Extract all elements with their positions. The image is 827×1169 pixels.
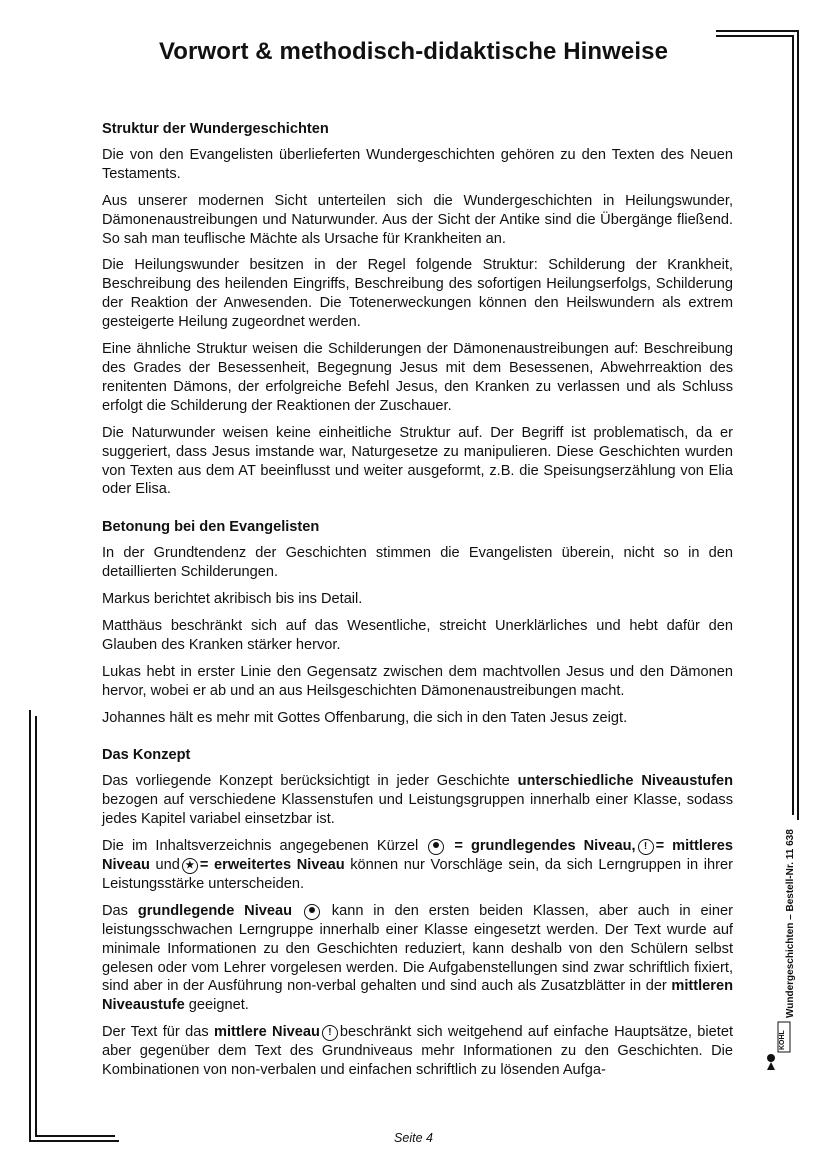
page-title: Vorwort & methodisch-didaktische Hinweise (158, 38, 669, 65)
mittel-icon: ! (322, 1025, 338, 1041)
paragraph (102, 772, 733, 829)
publisher-logo-text: KOHL (779, 1030, 786, 1050)
publisher-logo (764, 1020, 792, 1072)
text-run: und (149, 857, 180, 873)
paragraph: Die Heilungswunder besitzen in der Regel folgende Struktur: Schilderung der Krankheit, Beschreibung des heilenden Eingriffs, Beschreibung des sofortigen Heilungserfolgs, Schilderung der Reaktion der Anwesenden. Die Totenerweckungen können den Heilswundern als extrem gesteigerte Heilung zugeordnet werden. (102, 257, 733, 331)
bold-text: = mittleres Niveau (102, 838, 733, 873)
frame-bottom-left-vertical-inner (35, 716, 37, 1136)
paragraph: Johannes hält es mehr mit Gottes Offenbarung, die sich in den Taten Jesus zeigt. (102, 709, 628, 726)
bold-text: mittleren Niveaustufe (102, 978, 733, 1014)
frame-top-right-horizontal (716, 30, 798, 32)
mittel-icon: ! (638, 839, 654, 855)
section-heading: Struktur der Wundergeschichten (102, 121, 329, 137)
paragraph: Markus berichtet akribisch bis ins Detail. (102, 591, 363, 608)
section-struktur (102, 120, 733, 499)
text-run: Das vorliegende Konzept berücksichtigt in jeder Geschichte (102, 773, 518, 790)
bold-text: grundlegende Niveau (137, 902, 293, 919)
text-run: Der Text für das (102, 1024, 214, 1041)
bold-text: mittlere Niveau (213, 1024, 320, 1041)
frame-top-right-horizontal-inner (716, 35, 793, 37)
paragraph: In der Grundtendenz der Geschichten stimmen die Evangelisten überein, nicht so in den detaillierten Schilderungen. (102, 545, 733, 581)
section-betonung (102, 518, 733, 727)
text-run: Die im Inhaltsverzeichnis angegebenen Kürzel (102, 838, 427, 855)
paragraph: Lukas hebt in erster Linie den Gegensatz zwischen dem machtvollen Jesus und den Dämonen hervor, wobei er ab und an aus Heilsgeschichten Dämonenaustreibungen macht. (102, 663, 733, 699)
paragraph: Die von den Evangelisten überlieferten Wundergeschichten gehören zu den Texten des Neuen Testaments. (102, 146, 733, 182)
page-number: Seite 4 (394, 1131, 433, 1145)
bold-text: unterschiedliche Niveaustufen (517, 773, 733, 790)
erweitert-star-icon: ★ (182, 858, 198, 874)
section-konzept (102, 746, 733, 1080)
text-run: beschränkt sich weitgehend auf einfache Hauptsätze, bietet aber gegenüber dem Text des Grundniveaus mehr Informationen zu den Geschichten. Die Kombinationen von non-verbalen und einfachen schriftlich zu lösenden Aufga- (102, 1024, 733, 1079)
text-run: Das (102, 902, 138, 919)
bold-text: = grundlegendes Niveau, (454, 838, 636, 855)
frame-top-right-vertical-inner (792, 35, 794, 815)
grundlegend-icon (428, 839, 444, 855)
text-run: geeignet. (184, 997, 249, 1014)
bold-text: = erweitertes Niveau (199, 857, 345, 873)
document-body (102, 120, 733, 1099)
paragraph (102, 837, 733, 894)
frame-top-right-vertical (797, 30, 799, 820)
section-heading: Das Konzept (102, 747, 191, 764)
paragraph: Die Naturwunder weisen keine einheitliche Struktur auf. Der Begriff ist problematisch, da er suggeriert, dass Jesus imstande war, Naturgesetze zu manipulieren. Diese Geschichten wurden von Texten aus dem AT beeinflusst und weiter ausgeformt, z.B. die Speisungserzählung von Elia oder Elisa. (102, 424, 733, 498)
paragraph: Aus unserer modernen Sicht unterteilen sich die Wundergeschichten in Heilungswunder, Dämonenaustreibungen und Naturwunder. Aus der Sicht der Antike sind die Übergänge fließend. So sah man teuflische Mächte als Ursache für Krankheiten an. (102, 192, 733, 247)
side-order-number: Wundergeschichten – Bestell-Nr. 11 638 (785, 829, 796, 1018)
grundlegend-icon (304, 904, 320, 920)
paragraph (102, 902, 733, 1015)
section-heading: Betonung bei den Evangelisten (102, 519, 320, 536)
text-run: kann in den ersten beiden Klassen, aber auch in einer leistungsschwachen Lerngruppe innerhalb einer Klasse eingesetzt werden. Der Text wurde auf minimale Informationen zu den Geschichten reduziert, kann deshalb von den Schülern selbst gelesen oder vom Lehrer vorgelesen werden. Die Aufgabenstellungen sind zwar schriftlich fixiert, sind aber in der Ausführung non-verbal gehalten und sind auch als Zusatzblätter in der (102, 902, 733, 995)
paragraph (102, 1023, 733, 1080)
text-run: bezogen auf verschiedene Klassenstufen und Leistungsgruppen innerhalb einer Klasse, sodass jedes Kapitel variabel einsetzbar ist. (102, 792, 733, 828)
paragraph: Matthäus beschränkt sich auf das Wesentliche, streicht Unerklärliches und hebt dafür den Glauben des Kranken stärker hervor. (102, 617, 733, 653)
text-run: können nur Vorschläge sein, da sich Lerngruppen in ihrer Leistungsstärke unterscheiden. (102, 857, 733, 892)
frame-bottom-left-vertical (29, 710, 31, 1141)
paragraph: Eine ähnliche Struktur weisen die Schilderungen der Dämonenaustreibungen auf: Beschreibung des Grades der Besessenheit, Begegnung Jesus mit dem Besessenen, Abwehrreaktion des renitenten Dämons, der erfolgreiche Befehl Jesus, den Kranken zu verlassen und als Schluss erfolgt die Schilderung der Reaktionen der Zuschauer. (102, 341, 733, 414)
